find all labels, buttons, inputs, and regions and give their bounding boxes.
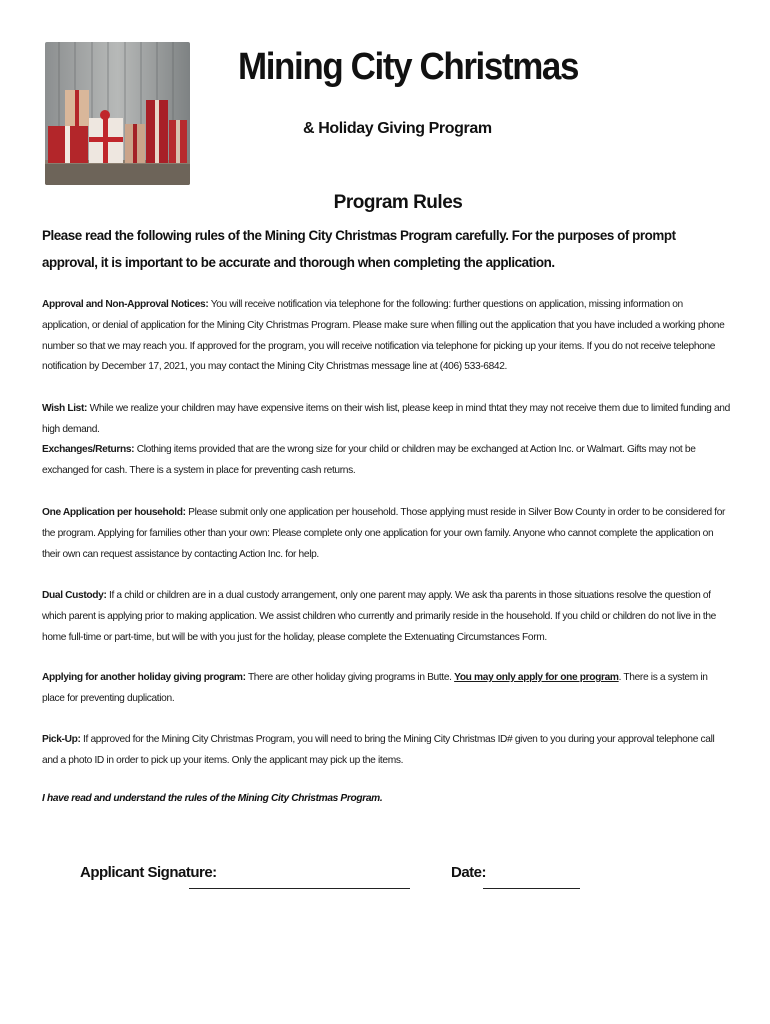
section-heading: Program Rules [333,192,463,213]
rule-exchanges-returns [42,440,732,482]
page-subtitle: & Holiday Giving Program [303,120,492,137]
rule-label: Approval and Non-Approval Notices: [42,299,209,310]
intro-paragraph: Please read the following rules of the Mining City Christmas Program carefully. For the purposes of prompt approval, it is important to be accurate and thorough when completing the application. [42,228,676,270]
rule-text-after: . There is a system in place for preventing duplication. [42,672,708,704]
page-title: Mining City Christmas [237,46,579,88]
date-field[interactable] [483,888,580,889]
rule-approval-notices [42,295,732,378]
rule-text-before: There are other holiday giving programs in Butte. [247,672,452,683]
rule-text: If approved for the Mining City Christmas Program, you will need to bring the Mining City Christmas ID# given to you during your approval telephone call and a photo ID in order to pick up your items. Only the applicant may pick up the items. [42,734,715,766]
rule-label: Wish List: [42,403,88,414]
rule-pick-up [42,730,732,772]
rule-other-programs [42,668,732,710]
rule-one-application [42,503,732,565]
rule-label: Exchanges/Returns: [42,444,135,455]
date-label: Date: [451,864,487,881]
rule-text: Clothing items provided that are the wrong size for your child or children may be exchanged at Action Inc. or Walmart. Gifts may not be exchanged for cash. There is a system in place for preventing cash returns. [42,444,696,476]
rule-label: One Application per household: [42,507,186,518]
rule-label: Dual Custody: [42,590,107,601]
applicant-signature-label: Applicant Signature: [80,864,217,881]
rule-text: You will receive notification via telephone for the following: further questions on application, missing information on application, or denial of application for the Mining City Christmas Program. Please make sure when filling out the application that you have included a working phone number so that we may reach you. If approved for the program, you will receive notification via telephone for picking up your items. If you do not receive telephone notification by December 17, 2021, you may contact the Mining City Christmas message line at (406) 533-6842. [42,299,725,373]
rule-text: While we realize your children may have expensive items on their wish list, please keep in mind thtat they may not receive them due to limited funding and high demand. [42,403,730,435]
rule-text: Please submit only one application per household. Those applying must reside in Silver Bow County in order to be considered for the program. Applying for families other than your own: Please complete only one application for your own family. Anyone who cannot complete the application on their own can request assistance by contacting Action Inc. for help. [42,507,726,560]
rule-label: Pick-Up: [42,734,81,745]
rule-label: Applying for another holiday giving program: [42,672,246,683]
rule-wish-list [42,399,732,441]
applicant-signature-field[interactable] [189,888,410,889]
rule-text: If a child or children are in a dual custody arrangement, only one parent may apply. We ask tha parents in those situations resolve the question of which parent is applying prior to making application. We assist children who currently and primarily reside in the household. If you child or children do not live in the home full-time or part-time, but will be with you just for the holiday, please complete the Extenuating Circumstances Form. [42,590,716,643]
rule-emphasis: You may only apply for one program [454,672,619,683]
acknowledgement-statement: I have read and understand the rules of the Mining City Christmas Program. [42,793,383,804]
rule-dual-custody [42,586,732,648]
